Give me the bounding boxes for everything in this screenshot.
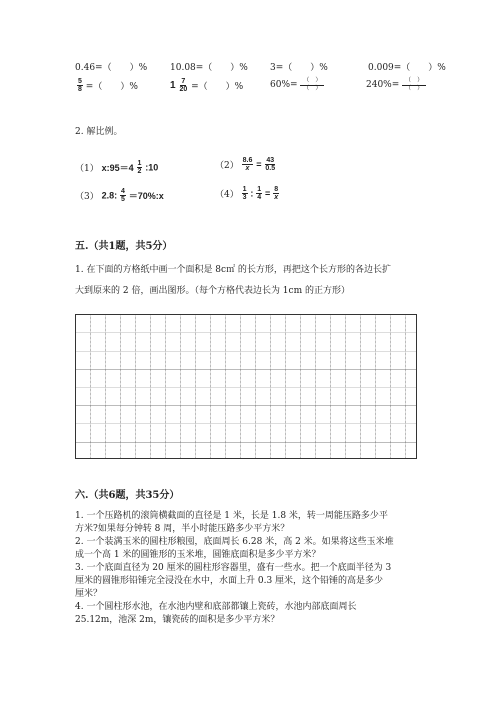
proportion-2: （2） $\frac{8.6}{x}$ = $\frac{43}{0.5}$: [215, 157, 276, 172]
section-6-question-3-line-2: 厘米的圆锥形铅锤完全浸没在水中，水面上升 0.3 厘米，这个铅锤的高是多少: [75, 576, 384, 586]
section-6-question-4-line-1: 4. 一个圆柱形水池，在水池内壁和底部都镶上瓷砖，水池内部底面周长: [75, 602, 357, 612]
calc-item-4: 0.009=（ ）%: [368, 63, 446, 73]
section-6-question-3-line-1: 3. 一个底面直径为 20 厘米的圆柱形容器里，盛有一些水。把一个底面半径为 3: [75, 563, 392, 573]
section-6-question-2-line-2: 成一个高 1 米的圆锥形的玉米堆，圆锥底面积是多少平方米？: [75, 550, 321, 560]
section-5-question-line-1: 1. 在下面的方格纸中画一个面积是 8c㎡ 的长方形，再把这个长方形的各边长扩: [75, 265, 391, 275]
fraction: $\frac{7}{20}$: [179, 78, 188, 93]
calc-item-6: 1 $\frac{7}{20}$ =（ ）%: [170, 78, 244, 93]
question-2-title: 2. 解比例。: [75, 127, 123, 137]
section-6-question-1-line-1: 1. 一个压路机的滚筒横截面的直径是 1 米，长是 1.8 米，转一周能压路多少平: [75, 511, 388, 521]
section-5-title: 五.（共1题，共5分）: [75, 241, 173, 252]
section-6-question-2-line-1: 2. 一个装满玉米的圆柱形粮囤，底面周长 6.28 米，高 2 米。如果将这些玉米堆: [75, 537, 394, 547]
calc-item-2: 10.08=（ ）%: [170, 63, 248, 73]
fraction-blank: $\frac{( )}{( )}$: [300, 78, 324, 92]
fraction: $\frac{1}{2}$: [137, 160, 142, 175]
section-6-question-3-line-3: 厘米？: [75, 589, 103, 599]
calc-item-8: 240%= $\frac{( )}{( )}$: [366, 78, 426, 92]
fraction-blank: $\frac{( )}{( )}$: [402, 78, 426, 92]
fraction: $\frac{1}{4}$: [257, 186, 262, 201]
section-6-title: 六.（共6题，共35分）: [75, 490, 180, 501]
section-6-question-4-line-2: 25.12m，池深 2m，镶瓷砖的面积是多少平方米？: [75, 615, 280, 625]
section-5-question-line-2: 大到原来的 2 倍，画出图形。（每个方格代表边长为 1cm 的正方形）: [75, 286, 350, 296]
proportion-3: （3） 2.8: $\frac{4}{5}$ ＝70%:x: [75, 188, 164, 203]
calc-item-5: $\frac{5}{8}$ =（ ）%: [78, 78, 138, 93]
fraction: $\frac{5}{8}$: [78, 78, 82, 93]
proportion-4: （4） $\frac{1}{3}$ : $\frac{1}{4}$ = $\frac{8}{x}$: [215, 186, 279, 201]
calc-item-3: 3=（ ）%: [270, 63, 328, 73]
section-6-question-1-line-2: 方米?如果每分钟转 8 周，半小时能压路多少平方米？: [75, 524, 290, 534]
fraction: $\frac{1}{3}$: [242, 186, 247, 201]
calc-item-7: 60%= $\frac{( )}{( )}$: [270, 78, 324, 92]
fraction: $\frac{4}{5}$: [121, 188, 125, 203]
graph-paper-grid[interactable]: [75, 314, 417, 459]
fraction: $\frac{8}{x}$: [274, 186, 279, 201]
proportion-1: （1） x:95＝4 $\frac{1}{2}$ :10: [75, 160, 159, 175]
fraction: $\frac{43}{0.5}$: [265, 157, 276, 172]
calc-item-1: 0.46=（ ）%: [75, 63, 148, 73]
fraction: $\frac{8.6}{x}$: [242, 157, 253, 172]
